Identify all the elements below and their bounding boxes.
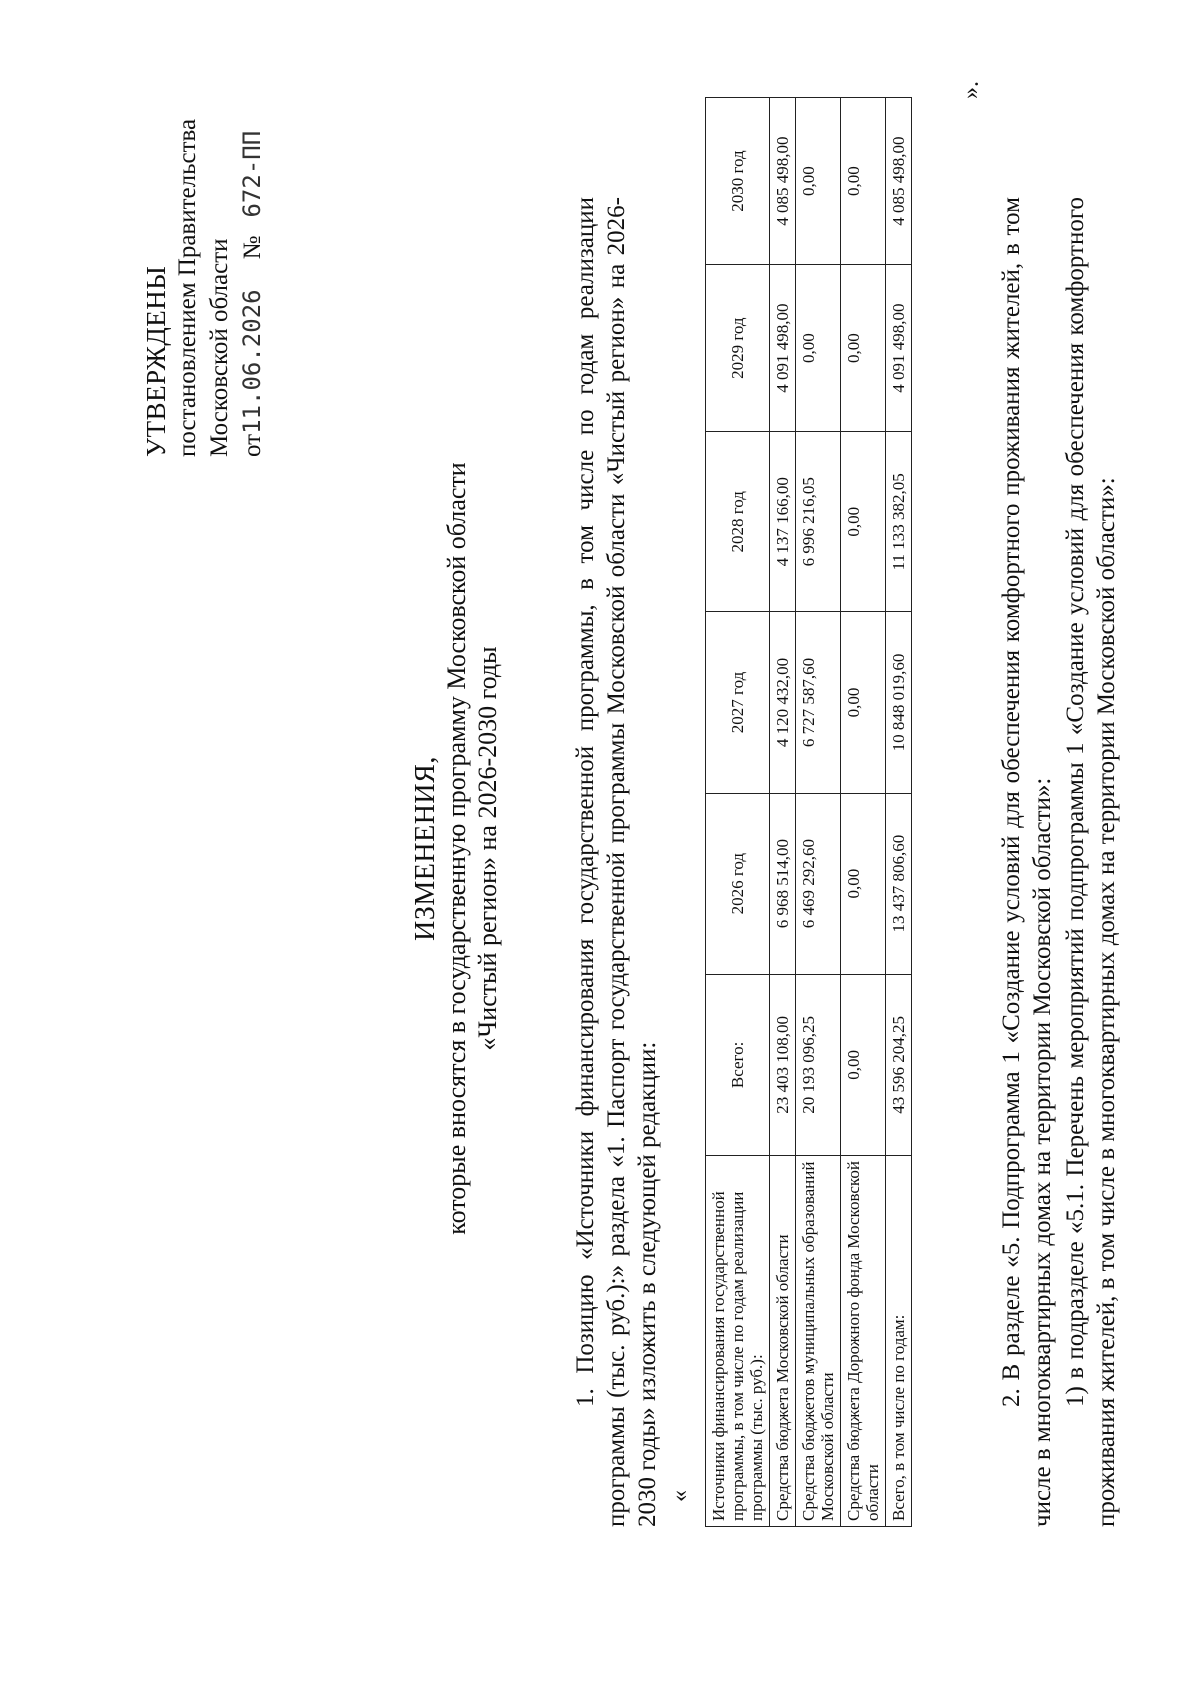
table-cell: 4 120 432,00 [770, 612, 796, 793]
approval-line-2: Московской области [206, 238, 233, 457]
table-header-cell: 2026 год [706, 793, 770, 974]
approval-heading: УТВЕРЖДЕНЫ [141, 265, 171, 457]
table-header-cell: 2030 год [706, 98, 770, 265]
table-cell: 4 091 498,00 [886, 265, 912, 432]
financing-table [705, 97, 912, 1527]
table-cell: 4 137 166,00 [770, 432, 796, 612]
table-cell: 4 085 498,00 [770, 98, 796, 265]
approval-date-line [236, 119, 269, 457]
approval-number-sign: № [239, 235, 266, 260]
table-cell: 0,00 [796, 265, 841, 432]
approval-line-1: постановлением Правительства [174, 118, 201, 457]
paragraph-3: 1) в подразделе «5.1. Перечень мероприятий подпрограммы 1 «Создание условий для обеспечения комфортного проживания жителей, в том числе в многоквартирных домах на территории Московской области»: [1062, 197, 1120, 1527]
table-cell: 0,00 [841, 612, 886, 793]
title-line-3: «Чистый регион» на 2026-2030 годы [473, 646, 502, 1051]
table-total-row [886, 98, 912, 1527]
row-label: Средства бюджета Дорожного фонда Московской области [841, 1156, 886, 1527]
table-cell: 10 848 019,60 [886, 612, 912, 793]
table-cell: 0,00 [841, 793, 886, 974]
table-header-cell: 2029 год [706, 265, 770, 432]
table-cell: 20 193 096,25 [796, 974, 841, 1155]
table-cell: 4 091 498,00 [770, 265, 796, 432]
approval-from-label: от [239, 433, 266, 457]
row-label: Средства бюджета Московской области [770, 1156, 796, 1527]
table-header-row [706, 98, 770, 1527]
table-row [770, 98, 796, 1527]
quote-close: ». [958, 81, 984, 99]
table-cell: 6 727 587,60 [796, 612, 841, 793]
table-cell: 23 403 108,00 [770, 974, 796, 1155]
approval-date: 11.06.2026 [238, 289, 266, 434]
row-label: Всего, в том числе по годам: [886, 1156, 912, 1527]
table-cell: 13 437 806,60 [886, 793, 912, 974]
table-header-label: Источники финансирования государственной программы, в том числе по годам реализации программы (тыс. руб.): [706, 1156, 770, 1527]
table-cell: 6 968 514,00 [770, 793, 796, 974]
document-title [410, 0, 503, 1697]
row-label: Средства бюджетов муниципальных образований Московской области [796, 1156, 841, 1527]
paragraph-2: 2. В разделе «5. Подпрограмма 1 «Создание условий для обеспечения комфортного проживания жителей, в том числе в многоквартирных домах на территории Московской области»: [998, 197, 1056, 1527]
table-cell: 4 085 498,00 [886, 98, 912, 265]
table-cell: 0,00 [841, 265, 886, 432]
title-line-1: ИЗМЕНЕНИЯ, [410, 756, 441, 941]
title-line-2: которые вносятся в государственную программу Московской области [442, 462, 471, 1235]
table-cell: 6 469 292,60 [796, 793, 841, 974]
table-cell: 0,00 [796, 98, 841, 265]
table-cell: 11 133 382,05 [886, 432, 912, 612]
table-cell: 6 996 216,05 [796, 432, 841, 612]
table-header-cell: Всего: [706, 974, 770, 1155]
table-cell: 43 596 204,25 [886, 974, 912, 1155]
table-cell: 0,00 [841, 98, 886, 265]
paragraph-1: 1. Позицию «Источники финансирования государственной программы, в том числе по годам реализации программы (тыс. руб.):» раздела «1. Паспорт государственной программы Московской области «Чистый регион» на 2026-2030 годы» изложить в следующей редакции: [572, 197, 661, 1527]
table-cell: 0,00 [841, 974, 886, 1155]
table-cell: 0,00 [841, 432, 886, 612]
table-row [796, 98, 841, 1527]
table-row [841, 98, 886, 1527]
approval-stamp [140, 119, 269, 457]
table-header-cell: 2027 год [706, 612, 770, 793]
approval-number: 672-ПП [238, 130, 266, 218]
table-header-cell: 2028 год [706, 432, 770, 612]
quote-open: « [667, 1490, 693, 1502]
